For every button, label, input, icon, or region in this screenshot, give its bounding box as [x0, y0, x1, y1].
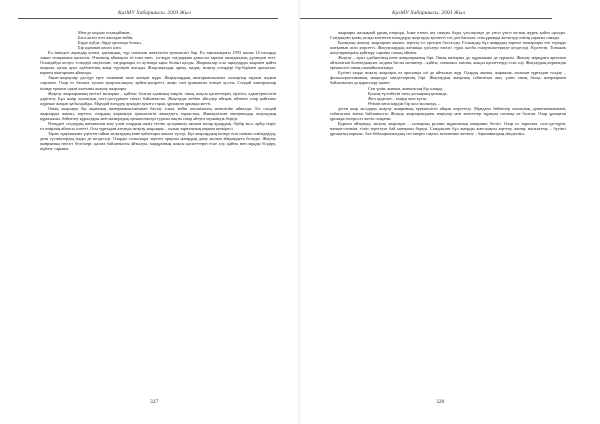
right-header-text: ҚазМУ Хабаршысы. 2003 Жыл	[392, 10, 465, 16]
verse-line: Мен де көрдім осындаймын,	[78, 30, 131, 35]
right-page	[300, 0, 590, 424]
left-header-rule	[18, 18, 278, 19]
paragraph: Тарих тұңғиығына үңілген сайын жоқтаудың көне қабаттары ашыла түседі. Бұл жырлардың ішінде ескі наным-сенімдердің, діни түсініктердің іздері де кездеседі. Оларды салыстыра зерттеу арқылы жанрдың даму жолын айқындауға болады. Жоқтау жанрының негізгі белгілері: қазаға байланысты айтылуы, марқұмның жақсы қасиеттерін еске алу, қайғы мен мұңды білдіру, жұбату сарыны.	[40, 130, 276, 152]
verse-line: Өтімін кеші көрдім бір жол-жолында, –	[368, 100, 441, 106]
paragraph: Жоқтау – ауыз әдебиетінің көне жанрларының бірі. Оның мазмұны да, құрылымы да тұрақты. Жоқтау марқұмға арналып айтылатын болғандықтан, ондағы басты мотивтер – қайғы, сағыныш, өкініш, жақсы қасиеттерді еске алу. Жоқтаудың көркемдік ерекшелігі оның шынайылығында.	[330, 55, 566, 71]
right-running-header	[392, 10, 465, 16]
left-body-text	[40, 30, 276, 392]
paragraph: Жоқтау жырларының негізгі мазмұны – қайтыс болған адамның өмірін, оның жақсы қасиеттерін, ерлігін, адамгершілігін дәріптеу. Бұл жанр халықтың салт-дәстүрімен тығыз байланысты. Жоқтауды көбіне әйелдер айтқан, өйткені олар қайғыны жүрекке жақын қабылдайды. Мұндай өлеңдер ауыздан ауызға тарап, ұрпақтан ұрпаққа жетті.	[40, 90, 276, 106]
left-page	[10, 0, 300, 424]
right-header-rule	[300, 18, 552, 19]
left-verse	[78, 30, 276, 50]
verse-line: Сен үшін, жаным, жанымсың бір алаңда,	[368, 85, 444, 91]
left-running-header	[118, 10, 191, 16]
right-verse	[368, 86, 566, 106]
left-header-text: ҚазМУ Хабаршысы. 2003 Жыл	[118, 10, 191, 16]
verse-line: Баса келіп өтті ажалдан кейін,	[78, 35, 134, 41]
right-page-number: 328	[436, 399, 445, 405]
paragraph: жырлары жалықпай ұрпақ өтеріңді. Ішке өзекті ату сияқты бәдік үлгілерінде де үнсіз үнсіз ыстық жүрек қайта оралды. Сондықтан қазақ халқы көптеген өлеңдерде жоқтауды қасиетті сөз деп бағалап, оны ұрпаққа жеткізуді өзінің парызы санады.	[330, 30, 566, 41]
right-body-text	[330, 30, 566, 392]
left-page-number: 327	[150, 399, 159, 405]
paragraph: Қорыта айтқанда, жоқтау жырлары – халықтың рухани мұрасының ажырамас бөлігі. Олар ел тарихын, салт-дәстүрін, наным-сенімін, тілін зерттеуге бай материал береді. Сондықтан бұл жанрды жан-жақты зерттеу, жинау, насихаттау – бүгінгі ұрпақтың парызы. Ата-бабаларымыздың сөз өнерін сақтап, келешекке жеткізу – баршамыздың міндетіміз.	[330, 120, 566, 136]
paragraph: Бүгінгі таңда жоқтау жырлары ел арасында әлі де айтылып жүр. Оларды жинап, жариялау, ғылыми тұрғыдан талдау – фольклористиканың маңызды міндеттерінің бірі. Жоқтаудың жанрлық табиғатын ашу үшін оның басқа жанрлармен байланысын да қарастыру қажет.	[330, 70, 566, 86]
paragraph: Ақын-жыраулар дәстүрі ерте заманнан келе жатқан мұра. Жыраулардың шығармашылығы халықтың тарихи жадын сақтаған. Олар ел басына түскен ауыртпалықты, қайғы-қасіретті, жеңіс пен қуанышты өлеңге қосты. Сондай шығармалар ішінде ерекше орын алатыны жоқтау жырлары.	[40, 75, 276, 91]
paragraph: Ел ішіндегі ақындар қоғам, қауымдық, түр сыпатын жеткізетін ерекшелігі бар. Ел тарихындағы 1993 жылы 14 ғасырда заман толқынына қатысты. Өткеннің айшықты ізі ғана емес, ел-жұрт тағдырына қатысты тарихи шындықтың дүниеден өтті. Осындайда кездес есімдері сақталған, тағдырлары ел аузында аңыз болып қалды. Жыршылар осы аңыздарды жырмен қайта жырлап, қазақ ауыз әдебиетінің жаңа түрлерін жасады. Жыр-аңыздар, арнау, мадақ, жоқтау өлеңдері бір-бірімен араласып, көркем шығармаға айналды.	[40, 50, 276, 76]
paragraph: Өлеңдегі сөздердің мағынасын ашу үшін олардың шығу тегіне, қолданылу аясына назар аудардық. Әрбір жол, әрбір теңеу ел өмірінің айнасы іспетті. Осы тұрғыдан алғанда жоқтау жырлары – халық тарихының көркем шежіресі.	[40, 120, 276, 131]
verse-line: Бірде күйде, бірде қасымда болып,	[78, 40, 142, 46]
paragraph: Қазақтың жоқтау жырларын жинап, зерттеу ісі ертеден басталды. Ғалымдар бұл жанрдың тарихи тамырлары өте тереңде жатқанын атап көрсетті. Жоқтаулардың алғашқы үлгілері ежелгі түркі жазба ескерткіштерінде кездеседі. Күлтегін, Тоныкөк жазуларындағы қайғыру сарыны соның айғағы.	[330, 40, 566, 56]
verse-line: Қолың түсінбегін тағы досыңның қолында,	[368, 90, 448, 96]
verse-line: Жел аудасын – өмірді кеш күтіп,	[368, 95, 428, 101]
verse-line: Бір адамнан көшті алға.	[78, 45, 122, 51]
paragraph: деген жыр жолдары жоқтау жанрының ерекшелігін айқын көрсетеді. Мұндағы бейнелер халықтың дүниетанымымен, табиғатпен тығыз байланысты. Жоқтау жырларындағы теңеулер мен эпитеттер тұрақты сипатқа ие болған. Олар ұрпақтан ұрпаққа өзгеріссіз жетіп отырған.	[330, 105, 566, 121]
paragraph: Оның жырлары бір ақынның шығармашылығынан бастау алып, кейін көпшіліктің меншігіне айналды. Біз сондай жырларды жинап, зерттеп, олардың көркемдік ерекшелігін анықтауға тырыстық. Жинақталған материалдар жоқтаудың құрылымы, бейнелеу құралдары мен мазмұндық ерекшеліктері туралы нақты пікір айтуға мүмкіндік береді.	[40, 105, 276, 121]
